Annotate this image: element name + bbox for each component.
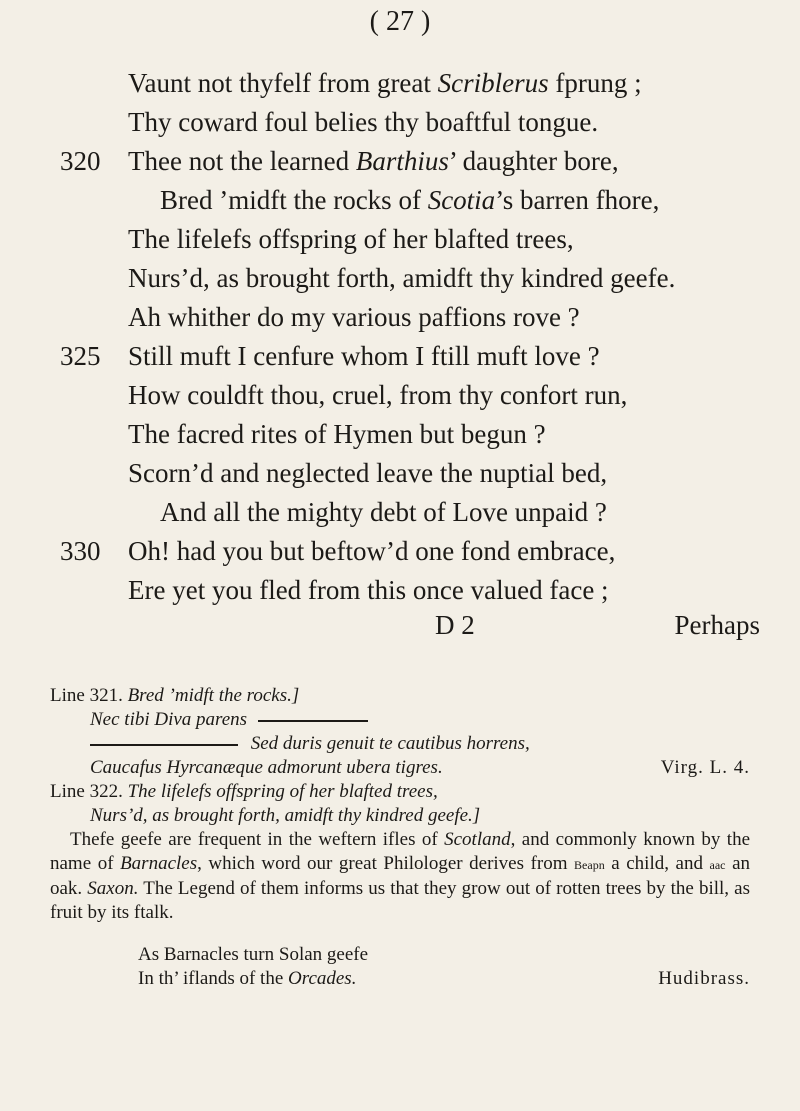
note-lemma: Bred ’midft the rocks.] — [127, 685, 300, 706]
rule-dash — [258, 720, 368, 722]
quote-text: In th’ iflands of the — [138, 968, 289, 989]
line-text — [128, 415, 546, 454]
line-fragment: Oh! had you but beftow’d one fond embrace, — [128, 536, 616, 566]
poem-block — [60, 64, 760, 648]
page-footer-line — [60, 610, 760, 648]
poem-line — [60, 376, 760, 415]
line-text — [128, 532, 615, 571]
note-text: Saxon. — [87, 878, 139, 899]
rule-dash — [90, 744, 238, 746]
poem-line — [60, 103, 760, 142]
line-text — [128, 142, 619, 181]
note-line-ref: Line 321. — [50, 685, 123, 706]
note-text: an oak. — [50, 853, 751, 899]
line-fragment: Thee not the learned — [128, 146, 356, 176]
line-fragment: Bred ’midft the rocks of — [160, 185, 428, 215]
note-text: , which word our great Philologer derives from — [197, 853, 575, 874]
poem-line — [60, 415, 760, 454]
hudibras-quote — [50, 943, 750, 991]
quote-line: As Barnacles turn Solan geefe — [138, 944, 369, 965]
poem-line — [60, 454, 760, 493]
signature-mark: D 2 — [435, 610, 475, 640]
saxon-word: aac — [709, 858, 726, 872]
saxon-word: Beapn — [574, 858, 605, 872]
poem-line — [60, 259, 760, 298]
note-322-heading — [50, 780, 750, 804]
quote-source: Hudibrass. — [658, 968, 750, 989]
note-321-heading — [50, 684, 750, 708]
quote-text: Orcades. — [288, 968, 357, 989]
page-number: ( 27 ) — [369, 6, 431, 37]
line-number: 330 — [60, 536, 101, 566]
poem-line — [60, 532, 760, 571]
line-fragment: And all the mighty debt of Love unpaid ? — [160, 497, 607, 527]
line-fragment: Ere yet you fled from this once valued face ; — [128, 575, 609, 605]
line-text — [128, 298, 580, 337]
footnotes — [50, 684, 750, 991]
note-text: , and commonly known by the name of — [50, 829, 751, 874]
line-text — [128, 337, 600, 376]
line-text — [160, 493, 607, 532]
poem-line — [60, 64, 760, 103]
line-fragment: ’s barren fhore, — [495, 185, 660, 215]
line-fragment: Scorn’d and neglected leave the nuptial bed, — [128, 458, 608, 488]
latin-text: Sed duris genuit te cautibus horrens, — [250, 733, 530, 754]
note-lemma: The lifelefs offspring of her blafted trees, — [127, 781, 438, 802]
line-fragment: ’ daughter bore, — [448, 146, 619, 176]
quote-line — [138, 967, 750, 991]
line-text — [128, 64, 642, 103]
quote-source: Virg. L. 4. — [660, 757, 750, 778]
line-fragment: Nurs’d, as brought forth, amidft thy kindred geefe. — [128, 263, 676, 293]
note-text: Barnacles — [120, 853, 198, 874]
note-text: The Legend of them informs us that they grow out of rotten trees by the bill, as fruit by its ftalk. — [50, 878, 750, 923]
latin-text: Caucafus Hyrcanæque admorunt ubera tigres. — [90, 757, 443, 778]
line-fragment: Vaunt not thyfelf from great — [128, 68, 438, 98]
line-fragment: Scotia — [427, 185, 496, 215]
latin-text: Nec tibi Diva parens — [90, 709, 248, 730]
note-paragraph — [50, 828, 750, 925]
note-line-ref: Line 322. — [50, 781, 123, 802]
line-fragment: Ah whither do my various paffions rove ? — [128, 302, 580, 332]
line-text — [128, 571, 609, 610]
poem-lines — [60, 64, 760, 610]
line-fragment: Still muft I cenfure whom I ftill muft love ? — [128, 341, 600, 371]
line-fragment: How couldft thou, cruel, from thy confort run, — [128, 380, 628, 410]
line-fragment: The lifelefs offspring of her blafted trees, — [128, 224, 574, 254]
poem-line — [60, 337, 760, 376]
line-text — [128, 376, 627, 415]
line-number: 320 — [60, 146, 101, 176]
line-fragment: The facred rites of Hymen but begun ? — [128, 419, 546, 449]
note-lemma: Nurs’d, as brought forth, amidft thy kindred geefe.] — [90, 805, 481, 826]
poem-line — [60, 220, 760, 259]
note-text: Thefe geefe are frequent in the weftern ifles of — [70, 829, 445, 850]
line-fragment: Scriblerus — [437, 68, 549, 98]
poem-line — [60, 142, 760, 181]
note-lemma-cont — [50, 804, 750, 828]
poem-line — [60, 181, 760, 220]
line-text — [128, 259, 675, 298]
latin-quote-line — [50, 708, 750, 732]
note-text: a child, and — [604, 853, 710, 874]
line-text — [160, 181, 659, 220]
line-text — [128, 103, 598, 142]
line-fragment: Thy coward foul belies thy boaftful tongue. — [128, 107, 599, 137]
line-fragment: Barthius — [355, 146, 449, 176]
poem-line — [60, 298, 760, 337]
line-text — [128, 454, 607, 493]
poem-line — [60, 571, 760, 610]
poem-line — [60, 493, 760, 532]
line-text — [128, 220, 574, 259]
line-fragment: fprung ; — [548, 68, 642, 98]
note-text: Scotland — [444, 829, 511, 850]
catchword: Perhaps — [674, 610, 760, 640]
line-number: 325 — [60, 341, 101, 371]
latin-quote-line — [50, 732, 750, 756]
latin-quote-line — [50, 756, 750, 780]
